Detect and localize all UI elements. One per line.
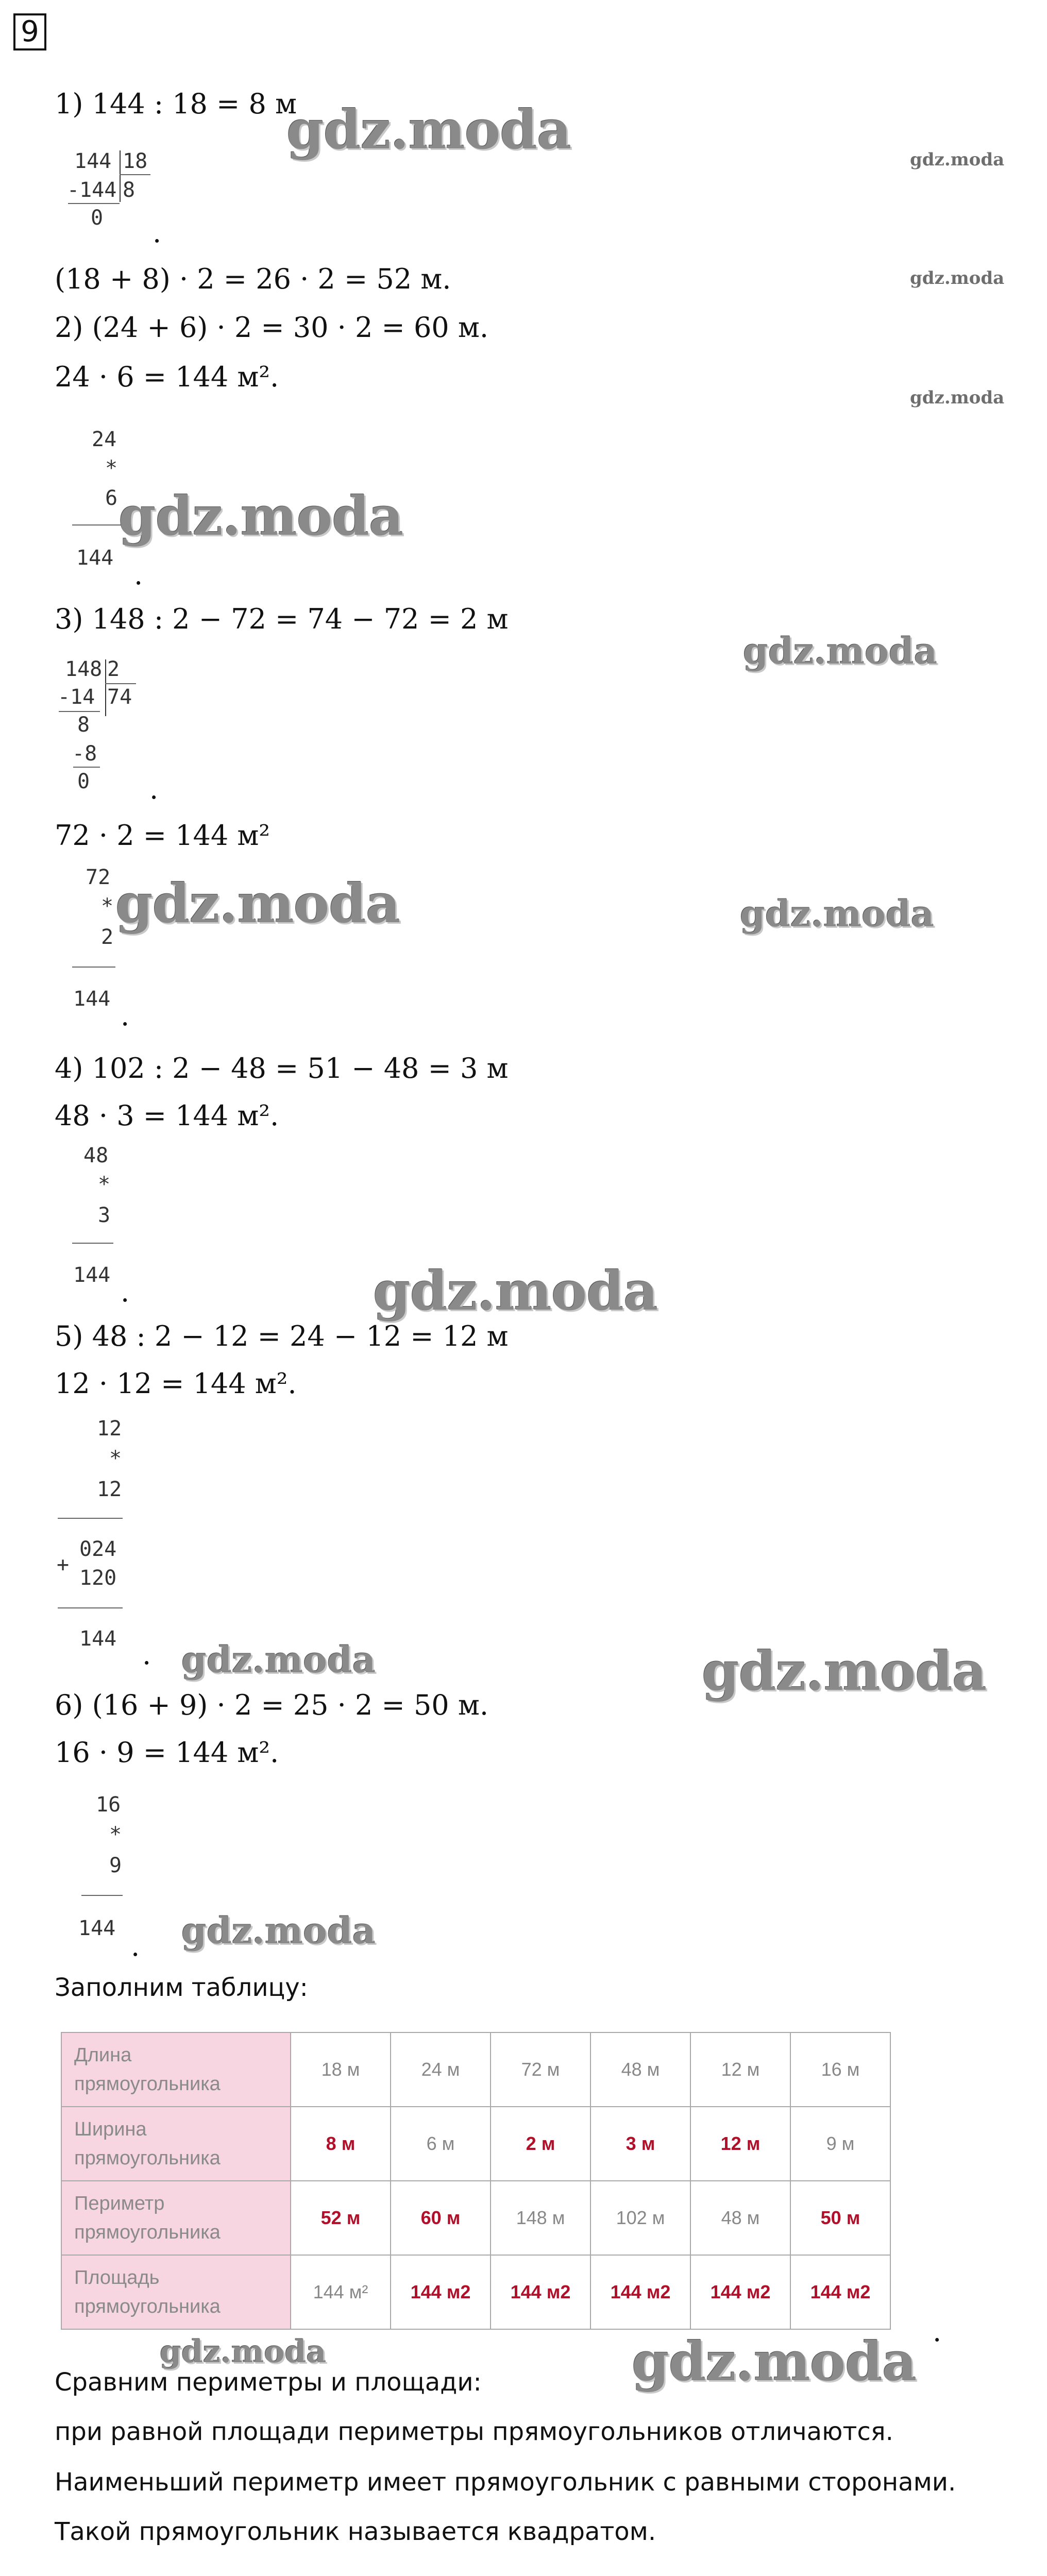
equation-3: 3) 148 : 2 − 72 = 74 − 72 = 2 м: [55, 603, 509, 635]
table-cell: 12 м: [690, 2032, 790, 2107]
div2-sub2: -8: [72, 742, 97, 766]
table-cell: 48 м: [690, 2181, 790, 2255]
watermark: gdz.moda: [373, 1259, 658, 1323]
mul4-a: 12: [97, 1417, 122, 1440]
equation-5: 5) 48 : 2 − 12 = 24 − 12 = 12 м: [55, 1320, 509, 1352]
row-header-text: Площадь: [74, 2267, 160, 2289]
div1-rem: 0: [91, 206, 104, 230]
table-cell: 8 м: [291, 2107, 391, 2181]
conclusion-line-3: Наименьший периметр имеет прямоугольник с равными сторонами.: [55, 2468, 956, 2497]
watermark: gdz.moda: [181, 1638, 376, 1681]
watermark: gdz.moda: [119, 484, 403, 548]
mul3-a: 48: [83, 1144, 109, 1167]
div2-line: [105, 683, 136, 684]
table-row: [61, 2181, 890, 2255]
dot: .: [142, 1638, 151, 1671]
table-cell: 6 м: [391, 2107, 491, 2181]
table-cell: 3 м: [590, 2107, 690, 2181]
row-header-text: Длина: [74, 2044, 132, 2066]
mul1-op: *: [105, 456, 118, 480]
dot: .: [149, 773, 159, 805]
mul3-res: 144: [73, 1263, 111, 1287]
mul5-line: [81, 1895, 123, 1896]
dot: .: [121, 999, 130, 1032]
table-cell: 60 м: [391, 2181, 491, 2255]
mul4-p2: 120: [79, 1566, 117, 1590]
table-cell: 48 м: [590, 2032, 690, 2107]
div1-sub: -144: [67, 178, 117, 202]
mul2-res: 144: [73, 987, 111, 1011]
equation-1: 1) 144 : 18 = 8 м: [55, 88, 297, 120]
watermark: gdz.moda: [115, 872, 400, 935]
mul2-a: 72: [86, 866, 111, 889]
mul4-b: 12: [97, 1478, 122, 1501]
mul4-line2: [58, 1607, 123, 1608]
mul3-line: [72, 1243, 113, 1244]
row-header-text: Периметр: [74, 2193, 165, 2214]
div2-line2: [59, 711, 100, 712]
equation-6: 6) (16 + 9) · 2 = 25 · 2 = 50 м.: [55, 1689, 488, 1721]
table-cell: 144 м²: [291, 2255, 391, 2329]
row-header: [61, 2181, 291, 2255]
row-header: [61, 2032, 291, 2107]
result-table: [61, 2032, 891, 2330]
mul3-op: *: [98, 1173, 111, 1196]
watermark: gdz.moda: [160, 2334, 327, 2370]
table-cell: 148 м: [491, 2181, 590, 2255]
div1-bar: [120, 150, 121, 202]
conclusion-line-1: Сравним периметры и площади:: [55, 2368, 482, 2397]
table-cell: 144 м2: [690, 2255, 790, 2329]
row-header: [61, 2107, 291, 2181]
table-cell: 24 м: [391, 2032, 491, 2107]
result-table-wrap: [61, 2032, 891, 2330]
div2-r1: 8: [77, 713, 90, 737]
div2-divisor: 2: [107, 657, 120, 681]
div2-bar: [105, 659, 106, 716]
div2-line3: [73, 767, 100, 768]
table-cell: 144 м2: [590, 2255, 690, 2329]
table-cell: 18 м: [291, 2032, 391, 2107]
row-header: [61, 2255, 291, 2329]
watermark: gdz.moda: [632, 2330, 917, 2393]
mul4-line: [58, 1518, 123, 1519]
div2-quotient: 74: [107, 685, 132, 709]
equation-4: 4) 102 : 2 − 48 = 51 − 48 = 3 м: [55, 1052, 509, 1084]
equation-3b: 72 · 2 = 144 м²: [55, 819, 271, 852]
dot: .: [134, 558, 143, 591]
watermark: gdz.moda: [743, 630, 938, 672]
table-cell: 2 м: [491, 2107, 590, 2181]
table-cell: 12 м: [690, 2107, 790, 2181]
mul5-res: 144: [78, 1917, 116, 1940]
table-intro: Заполним таблицу:: [55, 1973, 308, 2002]
mul1-res: 144: [76, 546, 114, 570]
equation-1b: (18 + 8) · 2 = 26 · 2 = 52 м.: [55, 263, 451, 295]
table-cell: 144 м2: [391, 2255, 491, 2329]
div1-line: [120, 174, 150, 175]
equation-6b: 16 · 9 = 144 м².: [55, 1736, 279, 1769]
dot: .: [121, 1276, 130, 1308]
table-cell: 144 м2: [790, 2255, 890, 2329]
mul4-p1: 024: [79, 1537, 117, 1561]
div2-sub1: -14: [58, 685, 95, 709]
result-table-body: [61, 2032, 890, 2329]
mul5-op: *: [109, 1823, 122, 1846]
mul3-b: 3: [98, 1204, 111, 1227]
row-header-text: Ширина: [74, 2119, 147, 2140]
watermark: gdz.moda: [181, 1909, 376, 1952]
watermark-small: gdz.moda: [910, 387, 1005, 408]
mul1-a: 24: [92, 428, 117, 451]
equation-4b: 48 · 3 = 144 м².: [55, 1099, 279, 1132]
row-header-text: прямоугольника: [74, 2296, 221, 2317]
row-header-text: прямоугольника: [74, 2147, 221, 2169]
mul4-op: *: [109, 1447, 122, 1470]
div1-divisor: 18: [123, 149, 148, 173]
mul2-b: 2: [101, 925, 114, 949]
mul1-b: 6: [105, 486, 118, 510]
div1-quotient: 8: [123, 178, 136, 202]
equation-2b: 24 · 6 = 144 м².: [55, 361, 279, 393]
table-cell: 50 м: [790, 2181, 890, 2255]
div1-dividend: 144: [74, 149, 112, 173]
table-row: [61, 2107, 890, 2181]
equation-2: 2) (24 + 6) · 2 = 30 · 2 = 60 м.: [55, 311, 488, 344]
mul1-line: [72, 524, 123, 526]
table-cell: 52 м: [291, 2181, 391, 2255]
watermark-small: gdz.moda: [910, 268, 1005, 289]
task-number: 9: [13, 13, 46, 50]
conclusion-line-2: при равной площади периметры прямоугольников отличаются.: [55, 2417, 893, 2446]
watermark: gdz.moda: [702, 1639, 987, 1703]
equation-5b: 12 · 12 = 144 м².: [55, 1367, 297, 1400]
mul2-line: [72, 967, 115, 968]
table-cell: 9 м: [790, 2107, 890, 2181]
table-row: [61, 2032, 890, 2107]
table-cell: 102 м: [590, 2181, 690, 2255]
mul5-b: 9: [109, 1854, 122, 1877]
mul4-plus: +: [57, 1553, 70, 1577]
table-cell: 16 м: [790, 2032, 890, 2107]
div1-line2: [68, 203, 120, 204]
watermark: gdz.moda: [740, 892, 935, 935]
row-header-text: прямоугольника: [74, 2222, 221, 2243]
dot: .: [131, 1930, 140, 1962]
dot: .: [153, 216, 162, 249]
div2-dividend: 148: [65, 657, 103, 681]
table-cell: 72 м: [491, 2032, 590, 2107]
mul5-a: 16: [96, 1793, 121, 1817]
mul4-res: 144: [79, 1627, 117, 1651]
row-header-text: прямоугольника: [74, 2073, 221, 2095]
div2-rem: 0: [77, 770, 90, 793]
watermark-small: gdz.moda: [910, 149, 1005, 170]
table-cell: 144 м2: [491, 2255, 590, 2329]
table-row: [61, 2255, 890, 2329]
watermark: gdz.moda: [286, 98, 571, 161]
mul2-op: *: [101, 894, 114, 918]
conclusion-line-4: Такой прямоугольник называется квадратом.: [55, 2517, 656, 2546]
dot: .: [933, 2315, 942, 2348]
